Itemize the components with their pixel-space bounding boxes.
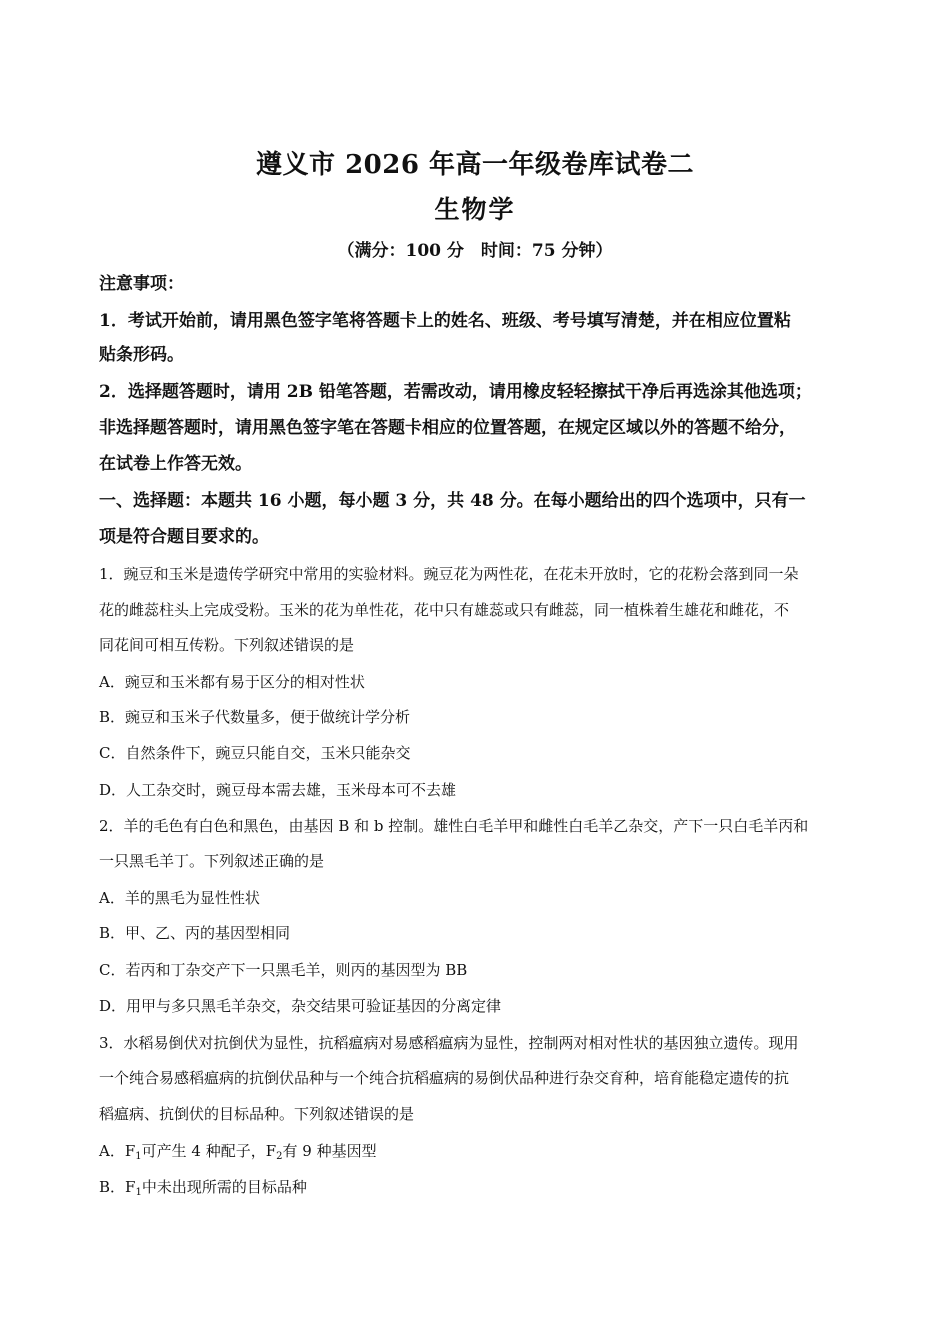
q2-option-b: B．甲、乙、丙的基因型相同	[99, 924, 291, 942]
q2-option-d: D．用甲与多只黑毛羊杂交，杂交结果可验证基因的分离定律	[99, 997, 502, 1015]
section-heading-line-2: 项是符合题目要求的。	[99, 527, 269, 547]
q1-option-a: A．豌豆和玉米都有易于区分的相对性状	[99, 673, 365, 691]
notice-item-2-line-1: 2．选择题答题时，请用 2B 铅笔答题，若需改动，请用橡皮轻轻擦拭干净后再选涂其他选项；	[99, 382, 812, 402]
q1-option-c: C．自然条件下，豌豆只能自交，玉米只能杂交	[99, 744, 411, 762]
notice-item-1-line-2: 贴条形码。	[99, 345, 184, 365]
section-heading-line-1: 一、选择题：本题共 16 小题，每小题 3 分，共 48 分。在每小题给出的四个选项中，只有一	[99, 491, 806, 511]
q3-option-a-sub-2: 2	[276, 1151, 283, 1162]
notice-heading: 注意事项：	[99, 274, 184, 294]
q3-option-b-sub-1: 1	[135, 1187, 142, 1198]
q1-stem-line-3: 同花间可相互传粉。下列叙述错误的是	[99, 636, 355, 654]
q2-stem-line-2: 一只黑毛羊丁。下列叙述正确的是	[99, 852, 325, 870]
q3-option-a-sub-1: 1	[135, 1151, 142, 1162]
q1-option-d: D．人工杂交时，豌豆母本需去雄，玉米母本可不去雄	[99, 781, 457, 799]
q3-stem-line-3: 稻瘟病、抗倒伏的目标品种。下列叙述错误的是	[99, 1105, 415, 1123]
q2-option-c: C．若丙和丁杂交产下一只黑毛羊，则丙的基因型为 BB	[99, 961, 468, 979]
notice-item-2-line-2: 非选择题答题时，请用黑色签字笔在答题卡相应的位置答题，在规定区域以外的答题不给分，	[99, 418, 796, 438]
q3-option-b	[99, 1176, 307, 1204]
exam-title: 遵义市 2026 年高一年级卷库试卷二	[256, 150, 694, 180]
notice-item-2-line-3: 在试卷上作答无效。	[99, 454, 252, 474]
exam-subject: 生物学	[434, 195, 516, 224]
q2-stem-line-1: 2．羊的毛色有白色和黑色，由基因 B 和 b 控制。雄性白毛羊甲和雌性白毛羊乙杂交，产下一只白毛羊丙和	[99, 817, 809, 835]
q3-option-b-part-2: 中未出现所需的目标品种	[141, 1178, 307, 1196]
q2-option-a: A．羊的黑毛为显性性状	[99, 889, 260, 907]
q1-stem-line-2: 花的雌蕊柱头上完成受粉。玉米的花为单性花，花中只有雄蕊或只有雌蕊，同一植株着生雄花和雌花，不	[99, 601, 790, 619]
q3-option-a	[99, 1140, 377, 1168]
q3-option-b-part-1: B．F	[99, 1178, 136, 1196]
notice-item-1-line-1: 1．考试开始前，请用黑色签字笔将答题卡上的姓名、班级、考号填写清楚，并在相应位置粘	[99, 311, 791, 331]
q3-stem-line-2: 一个纯合易感稻瘟病的抗倒伏品种与一个纯合抗稻瘟病的易倒伏品种进行杂交育种，培育能稳定遗传的抗	[99, 1069, 790, 1087]
q3-option-a-part-1: A．F	[99, 1142, 136, 1160]
q1-option-b: B．豌豆和玉米子代数量多，便于做统计学分析	[99, 708, 411, 726]
q1-stem-line-1: 1．豌豆和玉米是遗传学研究中常用的实验材料。豌豆花为两性花，在花未开放时，它的花粉会落到同一朵	[99, 565, 799, 583]
exam-meta: （满分：100 分 时间：75 分钟）	[337, 241, 613, 261]
q3-stem-line-1: 3．水稻易倒伏对抗倒伏为显性，抗稻瘟病对易感稻瘟病为显性，控制两对相对性状的基因独立遗传。现用	[99, 1034, 799, 1052]
q3-option-a-part-2: 可产生 4 种配子，F	[141, 1142, 277, 1160]
q3-option-a-part-3: 有 9 种基因型	[282, 1142, 377, 1160]
